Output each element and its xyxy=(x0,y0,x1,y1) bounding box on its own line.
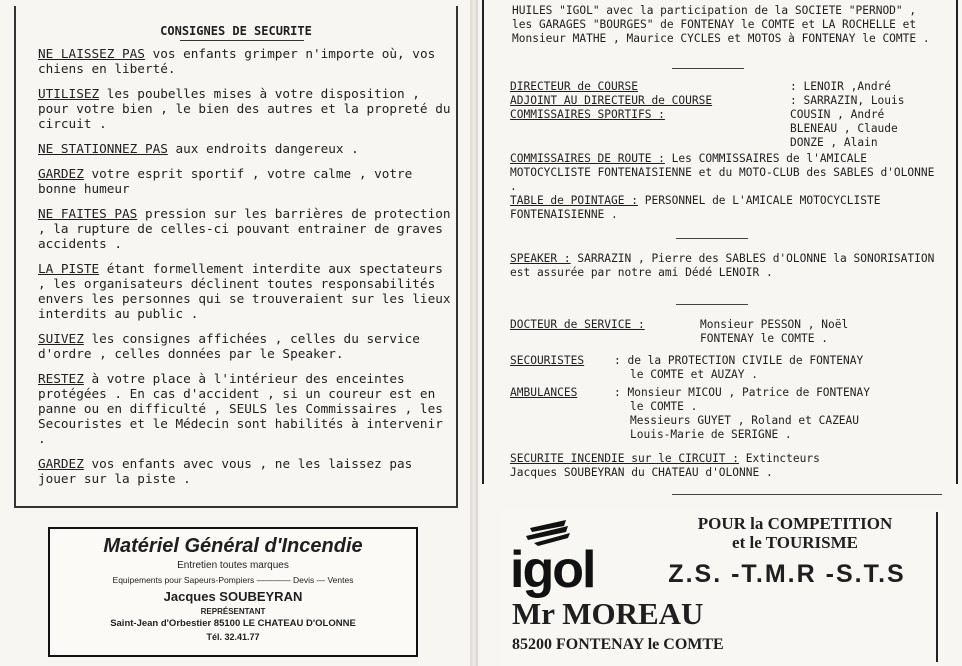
consigne-keyword: UTILISEZ xyxy=(38,86,100,101)
consigne-keyword: RESTEZ xyxy=(38,371,84,386)
secouristes-text: : de la PROTECTION CIVILE de FONTENAY xyxy=(614,354,864,367)
tagline-2: et le TOURISME xyxy=(732,533,858,552)
official-names: COUSIN , André xyxy=(790,108,885,121)
incendie-text: Jacques SOUBEYRAN du CHATEAU d'OLONNE . xyxy=(510,466,773,479)
page-gutter xyxy=(470,0,478,666)
consigne-keyword: SUIVEZ xyxy=(38,331,84,346)
doctor-text: Monsieur PESSON , Noël xyxy=(700,318,849,331)
advert-phone: Tél. 32.41.77 xyxy=(206,632,260,642)
incendie-label: SECURITE INCENDIE sur le CIRCUIT : xyxy=(510,452,740,465)
official-names: DONZE , Alain xyxy=(790,136,878,149)
speaker-label: SPEAKER : xyxy=(510,252,571,265)
sponsors-intro: HUILES "IGOL" avec la participation de la SOCIETE "PERNOD" , les GARAGES "BOURGES" de FONTENAY le COMTE et LA ROCHELLE et Monsieur MATHE , Maurice CYCLES et MOTOS à FONTENAY le COMTE . xyxy=(512,4,930,45)
separator xyxy=(676,238,748,239)
consigne-item xyxy=(38,206,452,251)
consigne-keyword: LA PISTE xyxy=(38,261,100,276)
consigne-keyword: NE LAISSEZ PAS xyxy=(38,46,145,61)
incendie-advert xyxy=(48,527,418,657)
consigne-item xyxy=(38,456,452,486)
incendie-block xyxy=(510,452,820,466)
consigne-text: à votre place à l'intérieur des enceintes protégées . En cas d'accident , si un coureur est en panne ou en difficulté , SEULS les Commissaires , les Secouristes et le Médecin sont habilités à intervenir . xyxy=(38,371,443,446)
official-role: DIRECTEUR de COURSE xyxy=(510,80,638,93)
advert-border xyxy=(936,512,938,662)
ambulances-text: : Monsieur MICOU , Patrice de FONTENAY xyxy=(614,386,870,399)
official-role: COMMISSAIRES SPORTIFS : xyxy=(510,108,665,121)
advert-subtitle: Entretien toutes marques xyxy=(177,560,289,571)
ambulances-label: AMBULANCES xyxy=(510,386,578,399)
advert-title: Matériel Général d'Incendie xyxy=(103,535,363,557)
consigne-text: aux endroits dangereux . xyxy=(167,141,359,156)
consigne-item xyxy=(38,331,452,361)
advert-equipment: Equipements pour Sapeurs-Pompiers ———— Devis — Ventes xyxy=(112,575,354,585)
official-names: : SARRAZIN, Louis xyxy=(790,94,905,107)
left-page xyxy=(0,0,470,666)
official-role: ADJOINT AU DIRECTEUR de COURSE xyxy=(510,94,713,107)
consigne-item xyxy=(38,166,452,196)
consigne-text: vos enfants grimper n'importe où, vos chiens en liberté. xyxy=(38,46,436,76)
consignes-list xyxy=(38,46,452,496)
commissaires-route xyxy=(510,152,942,193)
right-frame-left xyxy=(482,0,484,484)
secouristes-text: le COMTE et AUZAY . xyxy=(630,368,758,381)
doctor-text: FONTENAY le COMTE . xyxy=(700,332,828,345)
advert-dealer-city: 85200 FONTENAY le COMTE xyxy=(512,636,724,653)
consigne-item xyxy=(38,261,452,321)
official-names: BLENEAU , Claude xyxy=(790,122,898,135)
igol-logo xyxy=(508,518,632,606)
consigne-text: étant formellement interdite aux spectateurs , les organisateurs déclinent toutes responsabilités envers les personnes qui se trouveraient sur les lieux interdits au public . xyxy=(38,261,451,321)
route-label: COMMISSAIRES DE ROUTE : xyxy=(510,152,665,165)
advert-address: Saint-Jean d'Orbestier 85100 LE CHATEAU D'OLONNE xyxy=(110,618,356,629)
advert-dealer-name: Mr MOREAU xyxy=(512,596,704,631)
igol-advert xyxy=(500,508,944,666)
official-names: : LENOIR ,André xyxy=(790,80,892,93)
consigne-text: pression sur les barrières de protection , la rupture de celles-ci pouvant entrainer de graves accidents . xyxy=(38,206,451,251)
advert-role: REPRÉSENTANT xyxy=(200,607,266,616)
secouristes-label: SECOURISTES xyxy=(510,354,585,367)
separator xyxy=(676,304,748,305)
advert-name: Jacques SOUBEYRAN xyxy=(163,589,303,604)
consigne-item xyxy=(38,371,452,446)
consigne-keyword: NE STATIONNEZ PAS xyxy=(38,141,168,156)
incendie-text: Extincteurs xyxy=(739,452,820,465)
doctor-label: DOCTEUR de SERVICE : xyxy=(510,318,645,331)
separator xyxy=(672,68,744,69)
consigne-keyword: NE FAITES PAS xyxy=(38,206,138,221)
consigne-text: votre esprit sportif , votre calme , votre bonne humeur xyxy=(38,166,413,196)
consigne-text: vos enfants avec vous , ne les laissez pas jouer sur la piste . xyxy=(38,456,413,486)
consigne-text: les consignes affichées , celles du service d'ordre , celles données par le Speaker. xyxy=(38,331,420,361)
speaker-text: SARRAZIN , Pierre des SABLES d'OLONNE la SONORISATION est assurée par notre ami Dédé LENOIR . xyxy=(510,252,935,279)
consigne-item xyxy=(38,86,452,131)
consigne-item xyxy=(38,46,452,76)
speaker-block xyxy=(510,252,942,280)
consigne-text: les poubelles mises à votre disposition , pour votre bien , le bien des autres et la propreté du circuit . xyxy=(38,86,451,131)
pointage-label: TABLE de POINTAGE : xyxy=(510,194,638,207)
advert-tagline xyxy=(660,514,930,552)
tagline-1: POUR la COMPETITION xyxy=(697,514,893,533)
ambulances-text: Messieurs GUYET , Roland et CAZEAU xyxy=(630,414,860,427)
igol-logo-text: igol xyxy=(510,541,595,599)
consigne-keyword: GARDEZ xyxy=(38,456,84,471)
ambulances-text: Louis-Marie de SERIGNE . xyxy=(630,428,792,441)
right-frame-right xyxy=(956,0,958,484)
consigne-item xyxy=(38,141,452,156)
advert-models: Z.S. -T.M.R -S.T.S xyxy=(668,560,906,588)
separator xyxy=(672,494,942,495)
title-underline xyxy=(180,40,304,41)
pointage-text: PERSONNEL de L'AMICALE MOTOCYCLISTE FONTENAISIENNE . xyxy=(510,194,881,221)
route-text: Les COMMISSAIRES de l'AMICALE MOTOCYCLISTE FONTENAISIENNE et du MOTO-CLUB des SABLES d'OLONNE . xyxy=(510,152,935,193)
consignes-title: CONSIGNES DE SECURITE xyxy=(160,24,312,38)
ambulances-text: le COMTE . xyxy=(630,400,698,413)
table-pointage xyxy=(510,194,942,222)
consigne-keyword: GARDEZ xyxy=(38,166,84,181)
